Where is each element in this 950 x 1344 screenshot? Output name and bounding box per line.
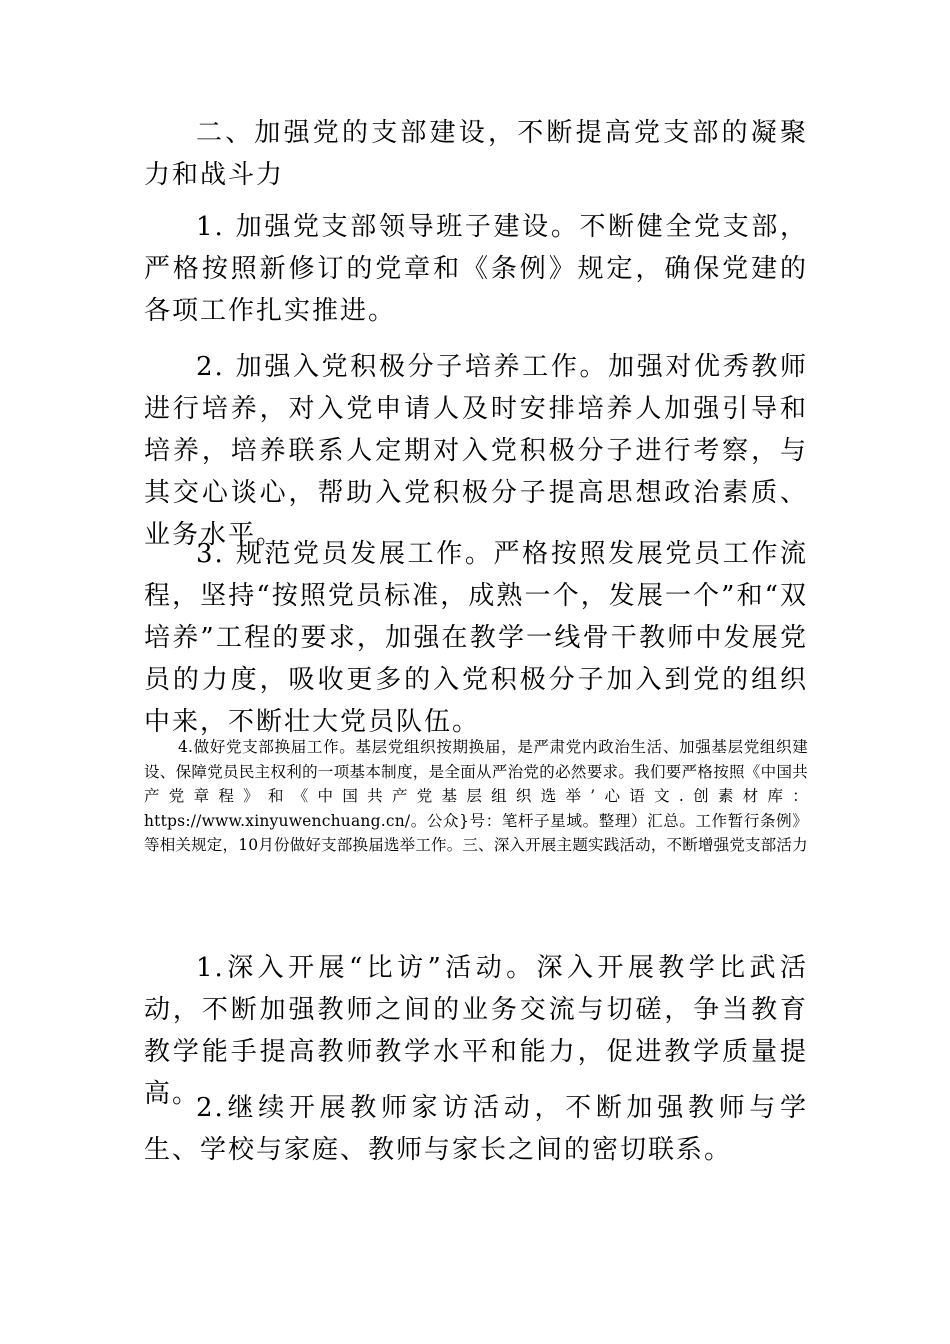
paragraph-leadership: 1. 加强党支部领导班子建设。不断健全党支部，严格按照新修订的党章和《条例》规定，确保党建的各项工作扎实推进。 — [144, 212, 808, 326]
paragraph-election: 4.做好党支部换届工作。基层党组织按期换届，是严肃党内政治生活、加强基层党组织建设、保障党员民主权利的一项基本制度，是全面从严治党的必然要求。我们要严格按照《中国共产党章程》和《中国共产党基层组织选举’心语文.创素材库：https://www.xinyuwenchuang.cn/。公众}号：笔杆子星域。整理）汇总。工作暂行条例》等相关规定，10月份做好支部换届选举工作。三、深入开展主题实践活动，不断增强党支部活力 — [144, 738, 808, 855]
paragraph-home-visits: 2.继续开展教师家访活动，不断加强教师与学生、学校与家庭、教师与家长之间的密切联系。 — [144, 1093, 808, 1165]
paragraph-teaching-contest: 1.深入开展“比访”活动。深入开展教学比武活动，不断加强教师之间的业务交流与切磋，争当教育教学能手提高教师教学水平和能力，促进教学质量提高。 — [144, 953, 808, 1109]
section-heading: 二、加强党的支部建设，不断提高党支部的凝聚力和战斗力 — [144, 118, 808, 190]
paragraph-member-development: 3. 规范党员发展工作。严格按照发展党员工作流程，坚持“按照党员标准，成熟一个，发展一个”和“双培养”工程的要求，加强在教学一线骨干教师中发展党员的力度，吸收更多的入党积极分子加入到党的组织中来，不断壮大党员队伍。 — [144, 539, 808, 737]
paragraph-activists: 2. 加强入党积极分子培养工作。加强对优秀教师进行培养，对入党申请人及时安排培养人加强引导和培养，培养联系人定期对入党积极分子进行考察，与其交心谈心，帮助入党积极分子提高思想政治素质、业务水平。 — [144, 352, 808, 550]
